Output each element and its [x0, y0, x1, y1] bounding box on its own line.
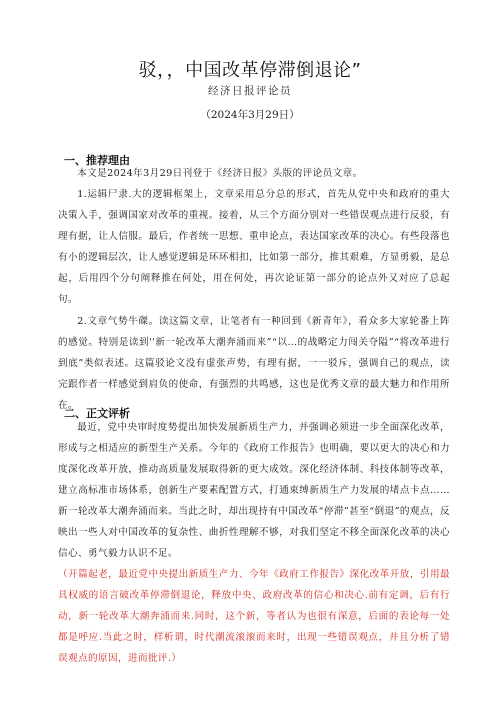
document-title: 驳，，中国改革停滞倒退论” [138, 60, 362, 81]
reason-paragraph-1: 1.运辑尸隶.大的逻辑框架上，文章采用总分总的形式，首先从党中央和政府的重大决策入手，强调国家对改革的重视。接着，从三个方面分别对一些错误观点进行反驳，有理有据，让人信服。最后，作者统一思想、重申论点，表达国家改革的决心。有些段落也有小的逻辑层次，让人感觉逻辑是环环相扣，比如第一部分，推其艰难，方显勇毅，是总起，后用四个分句阐释推在何处，用在何处，再次论证第一部分的论点外又对应了总起句。 [58, 189, 450, 305]
annotation-paragraph: （开篇起老，最近党中央提出新质生产力、今年《政府工作报告》深化改革开放，引用最具权威的语言破改革停滞倒退论，释放中央、政府改革的信心和决心.前有定调，后有行动，新一轮改革大潮奔涌而来.同时，这个新，等者认为也很有深意，后面的表论每一处都是呼应.当此之时，样析谓，时代潮流滚滚而来时，出现一些错误观点，并且分析了错误观点的原因，进而批评.） [58, 569, 450, 664]
section-heading-analysis: 二、正文评析 [64, 407, 130, 420]
document-date: （2024年3月29日） [200, 109, 300, 121]
document-author: 经济日报评论员 [208, 85, 292, 97]
section-heading-recommendation: 一、推荐理由 [64, 154, 130, 167]
body-paragraph: 最近，党中央审时度势提出加快发展新质生产力，并强调必须进一步全面深化改革，形成与之相适应的新型生产关系。今年的《政府工作报告》也明确，要以更大的决心和力度深化改革开放，推动高质量发展取得新的更大成效。深化经济体制、科技体制等改革，建立高标准市场体系，创新生产要素配置方式，打通束缚新质生产力发展的堵点卡点……新一轮改革大潮奔涌而来。当此之时，却出现持有中国改革“停滞”甚至“倒退”的观点，反映出一些人对中国改革的复杂性、曲折性理解不够，对我们坚定不移全面深化改革的决心信心、勇气毅力认识不足。 [58, 422, 450, 559]
intro-paragraph: 本文是2024年3月29日刊登于《经济日报》头版的评论员文章。 [77, 168, 363, 179]
reason-paragraph-2: 2.文章气势牛磔。读这篇文章，让笔者有一种回到《新青年》，看众多大家轮番上阵的感觉。特别是读到''新一轮改革大潮奔涌而来”“以…的战略定力闯关夺隘”“将改革进行到底”类似表述。这篇驳论文没有虚张声势，有理有据，一一驳斥，强调自己的观点，读完跟作者一样感觉到肩负的使命，有强烈的共鸣感，这也是优秀文章的最大魅力和作用所在。 [58, 316, 450, 411]
